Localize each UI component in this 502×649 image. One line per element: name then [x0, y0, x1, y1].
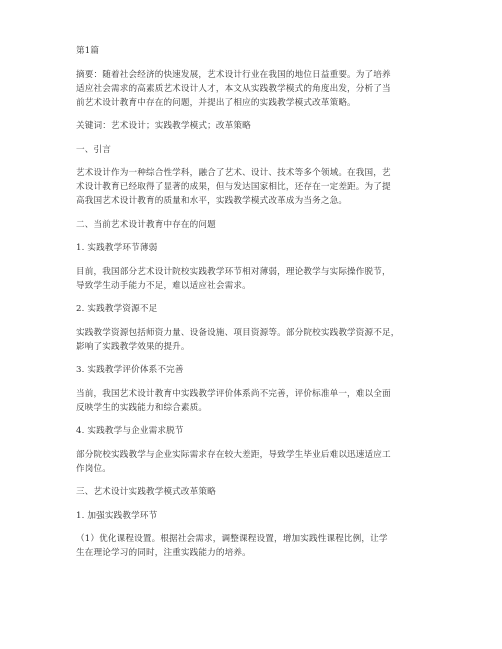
- paragraph-3: [76, 387, 426, 415]
- text-line: 二、当前艺术设计教育中存在的问题: [76, 219, 216, 230]
- text-line: 导致学生动手能力不足，难以适应社会需求。: [76, 280, 251, 291]
- subheading-4: [76, 424, 426, 438]
- text-line: 第1篇: [76, 46, 100, 56]
- text-line: 2. 实践教学资源不足: [76, 304, 158, 314]
- paragraph-4: [76, 448, 426, 476]
- text-line: 生在理论学习的同时，注重实践能力的培养。: [76, 548, 251, 558]
- document-body: [76, 44, 426, 570]
- subheading-strategy-1: [76, 509, 426, 523]
- subheading-1: [76, 241, 426, 255]
- text-line: 前艺术设计教育中存在的问题，并提出了相应的实践教学模式改革策略。: [76, 97, 356, 108]
- subheading-2: [76, 302, 426, 316]
- text-line: 作岗位。: [76, 463, 111, 474]
- text-line: 三、艺术设计实践教学模式改革策略: [76, 487, 216, 497]
- text-line: 反映学生的实践能力和综合素质。: [76, 402, 208, 413]
- paragraph-2: [76, 326, 426, 354]
- text-line: 摘要：随着社会经济的快速发展，艺术设计行业在我国的地位日益重要。为了培养: [76, 69, 391, 80]
- text-line: 实践教学资源包括师资力量、设备设施、项目资源等。部分院校实践教学资源不足，: [76, 327, 400, 338]
- text-line: 影响了实践教学效果的提升。: [76, 341, 190, 352]
- text-line: 关键词：艺术设计；实践教学模式；改革策略: [76, 121, 251, 131]
- text-line: 高我国艺术设计教育的质量和水平，实践教学模式改革成为当务之急。: [76, 196, 348, 206]
- text-line: （1）优化课程设置。根据社会需求，调整课程设置，增加实践性课程比例，让学: [76, 534, 388, 544]
- text-line: 部分院校实践教学与企业实际需求存在较大差距，导致学生毕业后难以迅速适应工: [76, 449, 391, 460]
- keywords: [76, 119, 426, 133]
- paragraph-1: [76, 265, 426, 293]
- text-line: 3. 实践教学评价体系不完善: [76, 365, 184, 375]
- text-line: 1. 实践教学环节薄弱: [76, 243, 158, 253]
- section-heading-strategies: [76, 485, 426, 499]
- text-line: 当前，我国艺术设计教育中实践教学评价体系尚不完善，评价标准单一，难以全面: [76, 388, 391, 399]
- section-heading-problems: [76, 218, 426, 232]
- page-label: [76, 44, 426, 58]
- text-line: 术设计教育已经取得了显著的成果，但与发达国家相比，还存在一定差距。为了提: [76, 182, 391, 192]
- text-line: 艺术设计作为一种综合性学科，融合了艺术、设计、技术等多个领域。在我国，艺: [76, 168, 391, 178]
- paragraph-strategy-1: [76, 532, 426, 560]
- text-line: 4. 实践教学与企业需求脱节: [76, 426, 184, 436]
- subheading-3: [76, 363, 426, 377]
- abstract: [76, 68, 426, 110]
- text-line: 目前，我国部分艺术设计院校实践教学环节相对薄弱，理论教学与实际操作脱节，: [76, 266, 391, 277]
- text-line: 1. 加强实践教学环节: [76, 510, 158, 521]
- section-heading-intro: [76, 143, 426, 157]
- text-line: 适应社会需求的高素质艺术设计人才，本文从实践教学模式的角度出发，分析了当: [76, 83, 391, 94]
- intro-paragraph: [76, 166, 426, 208]
- text-line: 一、引言: [76, 144, 111, 155]
